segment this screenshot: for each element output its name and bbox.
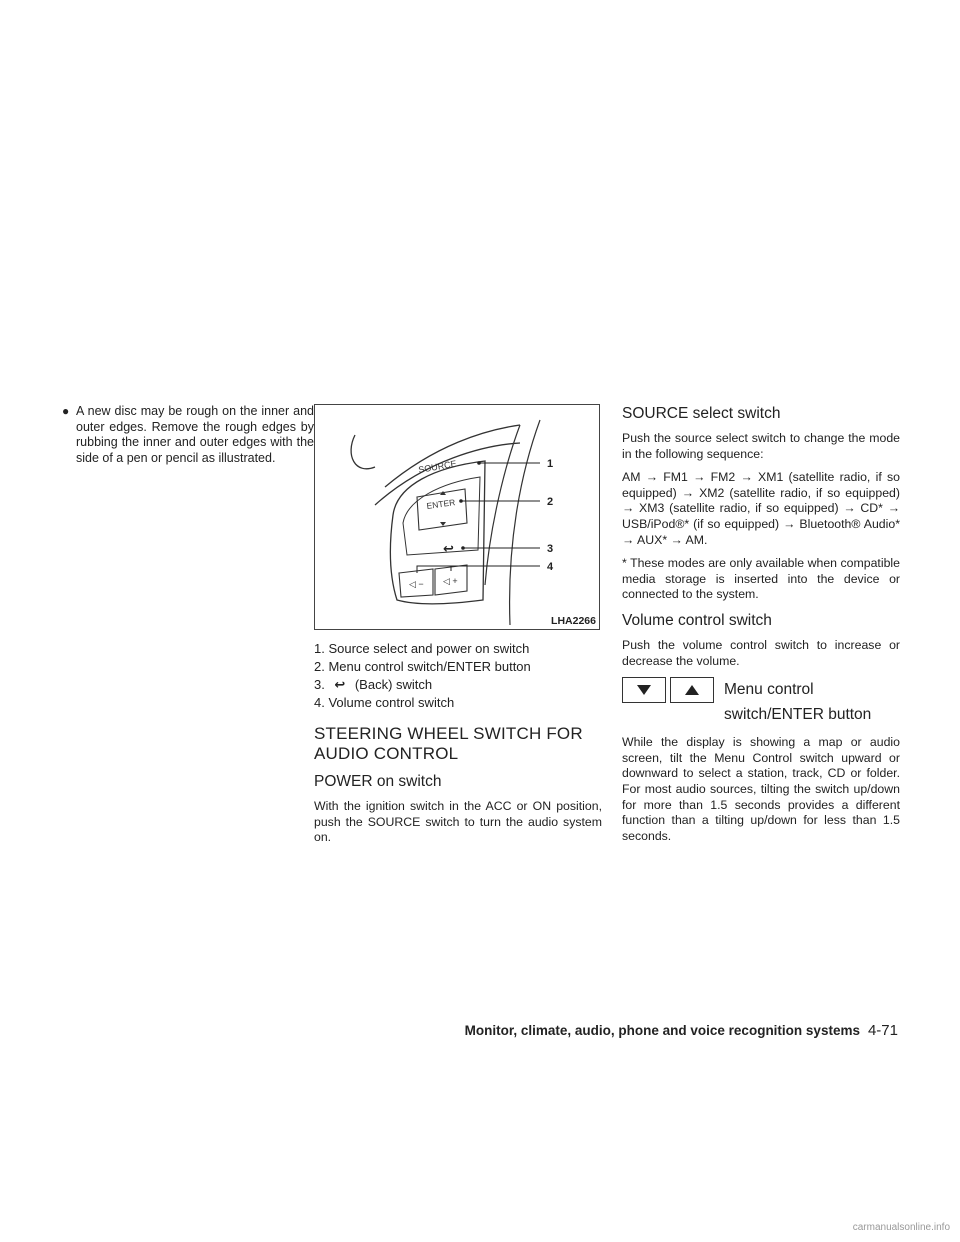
- down-key: [622, 677, 666, 703]
- callout-1: 1: [547, 458, 554, 470]
- middle-column: [314, 404, 602, 854]
- right-column: [622, 404, 900, 852]
- svg-text:↩: ↩: [443, 542, 454, 557]
- source-note: * These modes are only available when compatible media storage is inserted into the device or connected to the system.: [622, 556, 900, 602]
- source-body: Push the source select switch to change the mode in the following sequence:: [622, 431, 900, 461]
- caption-item: [314, 676, 602, 694]
- page-footer: [465, 1022, 898, 1039]
- callout-2: 2: [547, 496, 554, 508]
- callout-4: 4: [547, 561, 554, 573]
- figure-code: LHA2266: [551, 615, 596, 627]
- up-key: [670, 677, 714, 703]
- source-heading: SOURCE select switch: [622, 405, 781, 422]
- triangle-down-icon: [636, 684, 652, 696]
- volume-body: Push the volume control switch to increase or decrease the volume.: [622, 637, 900, 668]
- caption-item: 4. Volume control switch: [314, 695, 455, 710]
- steering-switch-figure: [314, 404, 600, 630]
- menu-control-label: [724, 677, 871, 727]
- back-arrow-icon: ↩: [334, 677, 346, 692]
- triangle-up-icon: [684, 684, 700, 696]
- steering-wheel-illustration: [315, 405, 601, 631]
- menu-body: While the display is showing a map or audio screen, tilt the Menu Control switch upward or downward to select a station, track, CD or folder. For most audio sources, tilting the switch up/down for more than 1.5 seconds provides a different function than a tilting up/down for less than 1.5 seconds.: [622, 735, 900, 843]
- figure-label-source: SOURCE: [417, 458, 458, 475]
- svg-text:◁ +: ◁ +: [443, 576, 458, 586]
- watermark: carmanualsonline.info: [852, 1222, 950, 1233]
- caption-item: 1. Source select and power on switch: [314, 641, 530, 656]
- section-title: [314, 724, 602, 764]
- volume-heading: Volume control switch: [622, 611, 772, 629]
- caption-number: 3.: [314, 677, 325, 692]
- bullet-mark: ●: [62, 404, 70, 418]
- menu-label-line2: switch/ENTER button: [724, 706, 872, 724]
- footer-title: Monitor, climate, audio, phone and voice recognition systems: [464, 1023, 860, 1038]
- figure-label-enter: ENTER: [425, 497, 456, 511]
- power-heading: POWER on switch: [314, 773, 442, 790]
- caption-back-label: (Back) switch: [354, 677, 433, 692]
- section-title-line2: AUDIO CONTROL: [314, 744, 459, 763]
- bullet-item: [62, 404, 314, 466]
- menu-label-line1: Menu control: [724, 681, 814, 699]
- menu-control-heading: [622, 677, 900, 727]
- section-title-line1: STEERING WHEEL SWITCH FOR: [314, 724, 583, 743]
- figure-captions: [314, 640, 602, 712]
- left-column: [62, 404, 314, 466]
- callout-3: 3: [547, 543, 554, 555]
- page-number: 4-71: [867, 1022, 898, 1039]
- bullet-text: A new disc may be rough on the inner and outer edges. Remove the rough edges by rubbing the inner and outer edges with the side of a pen or pencil as illustrated.: [76, 404, 314, 465]
- svg-text:◁ −: ◁ −: [409, 579, 424, 589]
- source-sequence: AM → FM1 → FM2 → XM1 (satellite radio, if so equipped) → XM2 (satellite radio, if so equipped) → XM3 (satellite radio, if so equipped) → CD* → USB/iPod®* (if so equipped) → Bluetooth® Audio* → AUX* → AM.: [622, 470, 900, 547]
- power-body: With the ignition switch in the ACC or ON position, push the SOURCE switch to turn the audio system on.: [314, 799, 602, 845]
- caption-item: 2. Menu control switch/ENTER button: [314, 659, 531, 674]
